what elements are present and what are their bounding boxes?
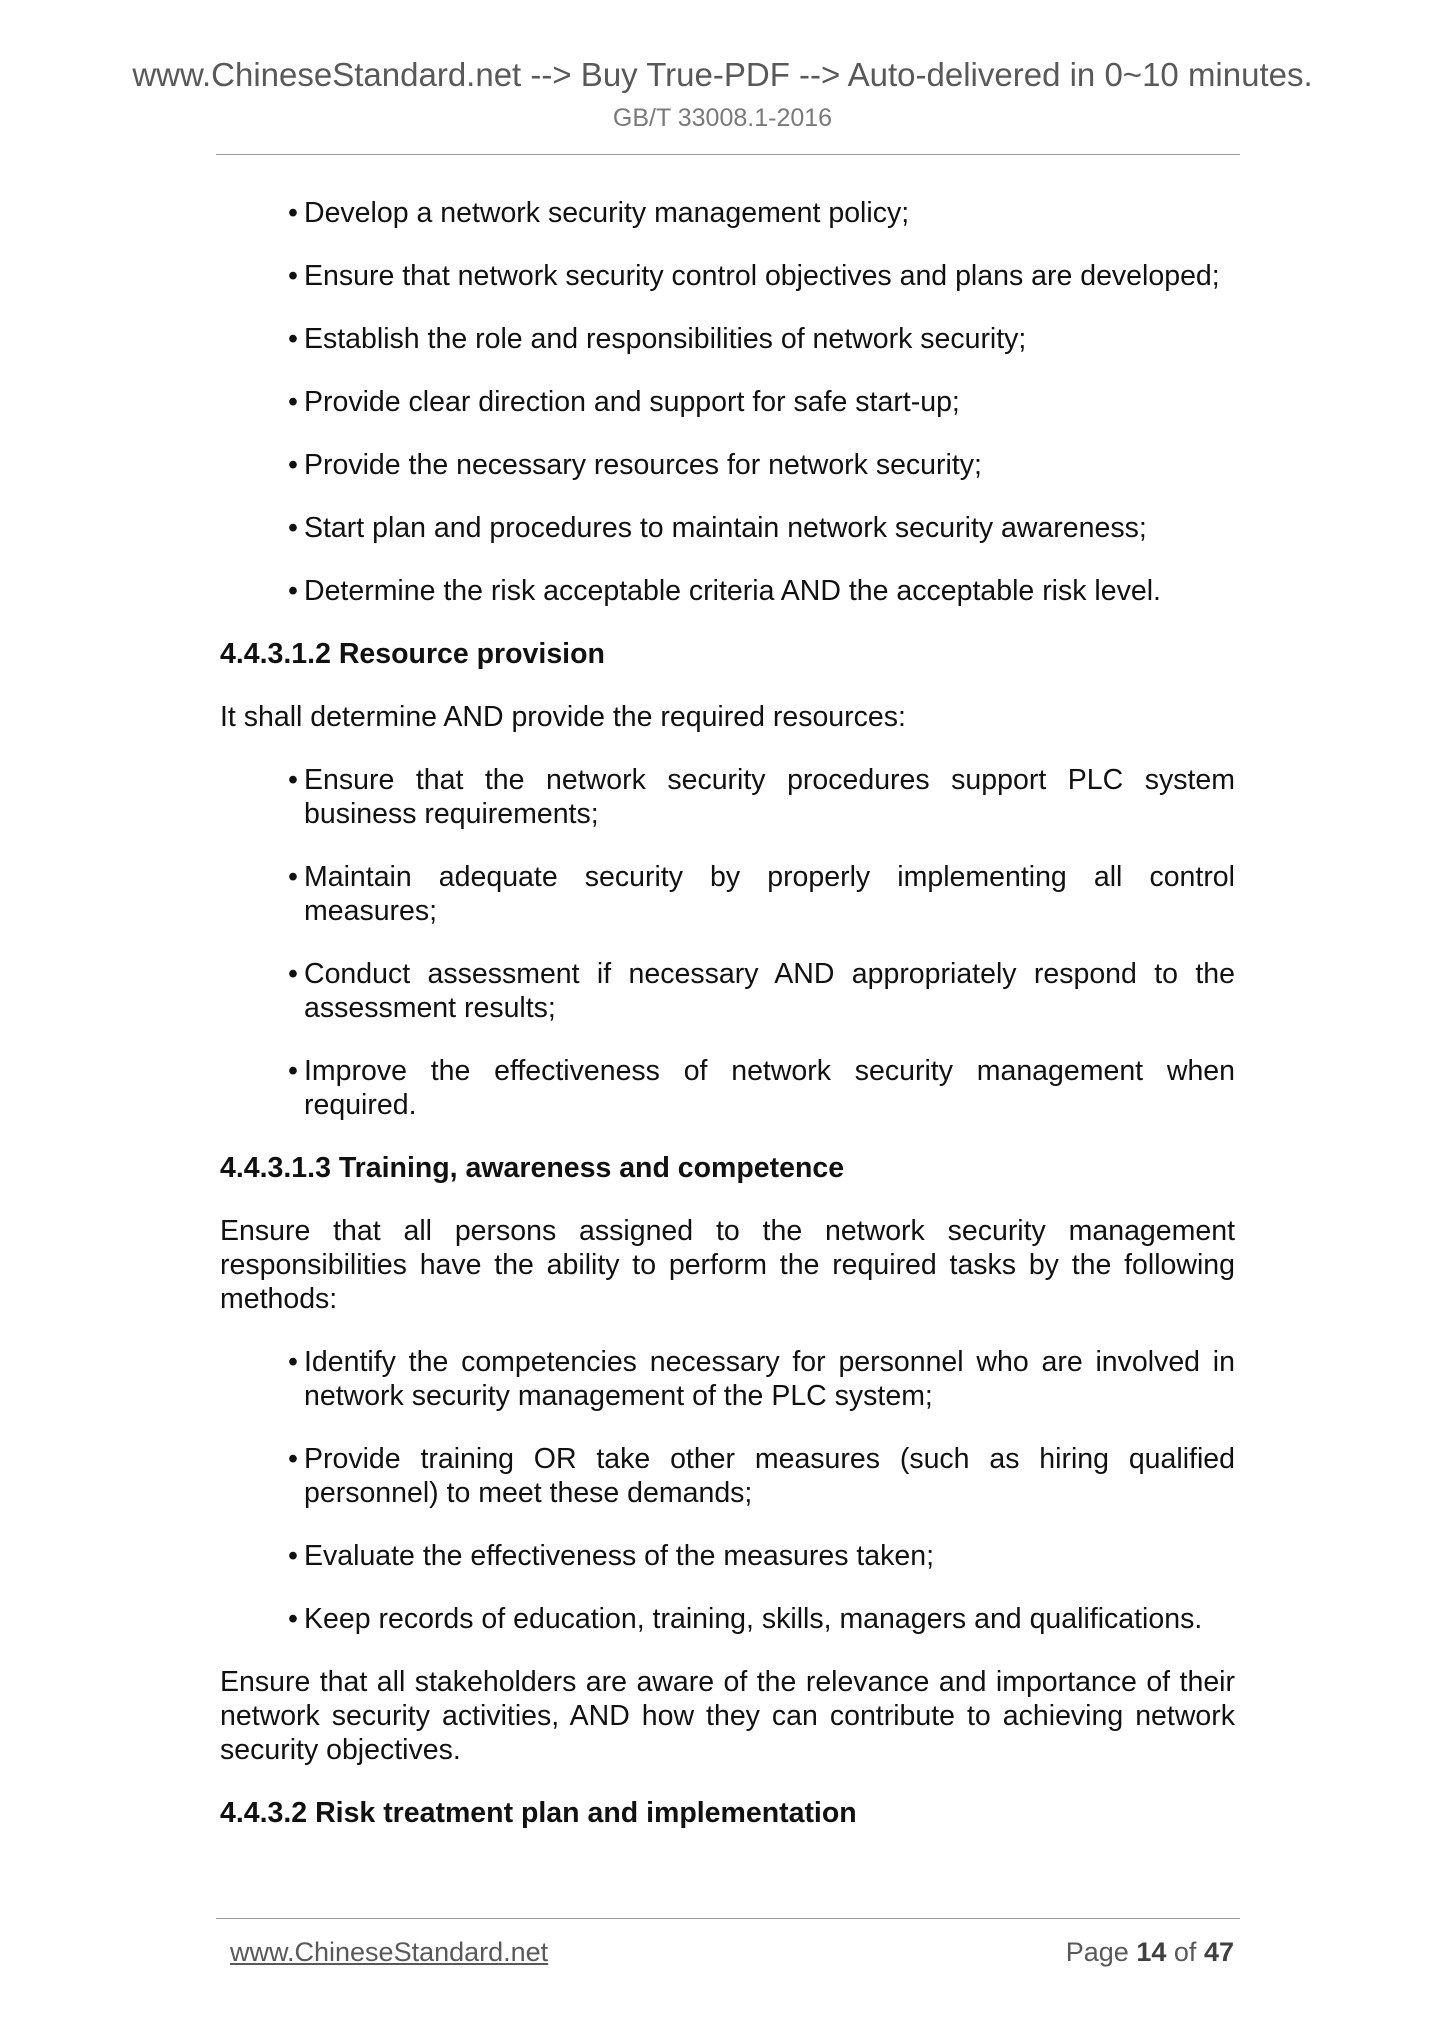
header-banner: www.ChineseStandard.net --> Buy True-PDF --> Auto-delivered in 0~10 minutes. — [132, 56, 1313, 93]
list-item: • Develop a network security management policy; — [288, 197, 910, 229]
paragraph-resource-intro: It shall determine AND provide the required resources: — [220, 701, 906, 733]
page-of: of — [1173, 1937, 1197, 1967]
list-item: • Start plan and procedures to maintain network security awareness; — [288, 512, 1147, 544]
list-item: • Evaluate the effectiveness of the measures taken; — [288, 1540, 935, 1572]
section-heading-risk-treatment: 4.4.3.2 Risk treatment plan and implementation — [220, 1797, 857, 1829]
bullet: • — [288, 764, 298, 796]
standard-number: GB/T 33008.1-2016 — [612, 104, 833, 132]
paragraph-stakeholders: Ensure that all stakeholders are aware of the relevance and importance of their network security activities, AND how they can contribute to achieving network security objectives. — [220, 1666, 1235, 1766]
list-item: • Identify the competencies necessary for personnel who are involved in network security management of the PLC system; — [288, 1346, 1235, 1412]
bullet: • — [288, 958, 298, 990]
list-item: • Improve the effectiveness of network security management when required. — [288, 1055, 1235, 1121]
resource-list — [220, 763, 1235, 1122]
bullet: • — [288, 197, 298, 229]
list-item: • Ensure that the network security procedures support PLC system business requirements; — [288, 764, 1235, 830]
bullet: • — [288, 1603, 298, 1635]
bullet: • — [288, 1346, 298, 1378]
footer-divider — [216, 1918, 1240, 1919]
page-content — [220, 196, 1235, 1859]
bullet: • — [288, 323, 298, 355]
policy-list — [220, 196, 1235, 608]
list-item: • Keep records of education, training, skills, managers and qualifications. — [288, 1603, 1203, 1635]
list-item: • Conduct assessment if necessary AND appropriately respond to the assessment results; — [288, 958, 1235, 1024]
page-indicator — [1066, 1937, 1234, 1968]
training-list — [220, 1345, 1235, 1636]
page-total: 47 — [1203, 1937, 1234, 1967]
bullet: • — [288, 386, 298, 418]
bullet: • — [288, 449, 298, 481]
list-item: • Provide clear direction and support for safe start-up; — [288, 386, 960, 418]
bullet: • — [288, 1055, 298, 1087]
bullet: • — [288, 1443, 298, 1475]
bullet: • — [288, 260, 298, 292]
list-item: • Provide the necessary resources for network security; — [288, 449, 982, 481]
bullet: • — [288, 1540, 298, 1572]
list-item: • Determine the risk acceptable criteria AND the acceptable risk level. — [288, 575, 1161, 607]
bullet: • — [288, 575, 298, 607]
page-word: Page — [1065, 1937, 1129, 1967]
list-item: • Establish the role and responsibilities of network security; — [288, 323, 1027, 355]
footer-site-link[interactable]: www.ChineseStandard.net — [230, 1937, 549, 1967]
bullet: • — [288, 861, 298, 893]
bullet: • — [288, 512, 298, 544]
list-item: • Ensure that network security control objectives and plans are developed; — [288, 260, 1220, 292]
section-heading-training: 4.4.3.1.3 Training, awareness and competence — [220, 1152, 845, 1184]
section-heading-resource-provision: 4.4.3.1.2 Resource provision — [220, 638, 605, 670]
header-divider — [216, 154, 1240, 155]
paragraph-training-intro: Ensure that all persons assigned to the network security management responsibilities have the ability to perform the required tasks by the following methods: — [220, 1215, 1235, 1315]
list-item: • Provide training OR take other measures (such as hiring qualified personnel) to meet these demands; — [288, 1443, 1235, 1509]
page-current: 14 — [1136, 1937, 1167, 1967]
list-item: • Maintain adequate security by properly implementing all control measures; — [288, 861, 1235, 927]
